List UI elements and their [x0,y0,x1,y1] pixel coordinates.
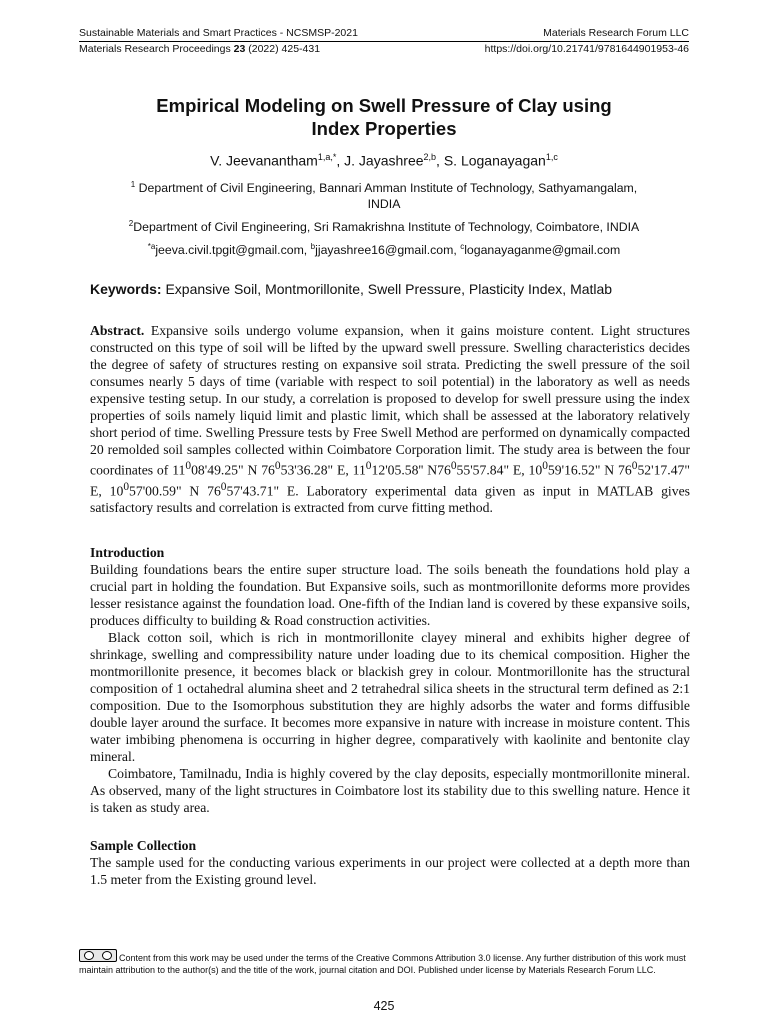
paragraph: Building foundations bears the entire super structure load. The soils beneath the foundations hold play a crucial part in holding the foundation. But Expansive soils, such as montmorillonite deforms more provides lesser resistance against the foundation load. One-fifth of the Indian land is covered by these expansive soils, produces difficulty to building & Road construction activities. [90,562,690,628]
keywords-label: Keywords: [90,281,162,297]
keywords [90,280,689,298]
paragraph: Black cotton soil, which is rich in montmorillonite clayey mineral and exhibits higher degree of shrinkage, swelling and compressibility nature under loading due to its chemical composition. Higher the montmorillonite presence, it becomes black or blackish grey in colour. Montmorillonite has the structural composition of 1 octahedral alumina sheet and 2 tetrahedral silica sheets in the structural term defined as 2:1 composition. Due to the Isomorphous substitution they are highly adsorbs the water and forms diffusible double layer around the surface. It becomes more expansive in nature with increase in moisture content. This water imbibing phenomena is occurring in higher degree, comparatively with kaolinite and bentonite clay mineral. [90,630,690,764]
paragraph: The sample used for the conducting various experiments in our project were collected at a depth more than 1.5 meter from the Existing ground level. [90,855,690,887]
header-rule [79,41,689,42]
author-list: V. Jeevanantham$^{1,a,*}$, J. Jayashree$^{2,b}$, S. Loganayagan$^{1,c}$ [210,152,558,169]
author: J. Jayashree [344,152,424,169]
email-list: $^{*a}$jeeva.civil.tpgit@gmail.com, $^b$jjayashree16@gmail.com, $^c$loganayaganme@gmail.com [147,242,621,258]
affiliation-1: $^1$ Department of Civil Engineering, Bannari Amman Institute of Technology, Sathyamangalam, INDIA [130,180,638,212]
sample-collection-heading: Sample Collection [90,838,197,853]
affiliation-2: $^2$Department of Civil Engineering, Sri Ramakrishna Institute of Technology, Coimbatore, INDIA [128,219,640,235]
introduction-section [90,544,690,816]
publisher-name: Materials Research Forum LLC [543,27,689,39]
keywords-text: Expansive Soil, Montmorillonite, Swell Pressure, Plasticity Index, Matlab [161,281,613,297]
abstract: Abstract. Expansive soils undergo volume expansion, when it gains moisture content. Light structures constructed on this type of soil will be lifted by the upward swell pressure. Swelling characteristics decides the degree of safety of structures resting on expansive soil strata. Predicting the swell pressure of the soil consumes nearly 5 days of time (variable with respect to soil potential) in the laboratory as well as needs expensive testing setup. In our study, a correlation is proposed to develop for swell pressure using the index properties of soils namely liquid limit and plastic limit, which shall be assessed at the laboratory relatively short period of time. Swelling Pressure tests by Free Swell Method are performed on dynamically compacted 20 remolded soil samples collected within Coimbatore Corporation limit. The study area is between the four coordinates of $11^008'49.25$" N $76^053'36.28$" E, $11^012'05.58''$ $N76^055'57.84$" E, $10^059'16.52$" N $76^052'17.47$" E, $10^057'00.59$" N $76^057'43.71$" E. Laboratory experimental data given as input in MATLAB gives satisfactory results and correlation is extracted from curve fitting method. [90,323,690,516]
conference-name: Sustainable Materials and Smart Practices - NCSMSP-2021 [79,27,358,39]
sample-collection-section [90,837,690,888]
author: S. Loganayagan [443,152,546,169]
abstract-label: Abstract. [90,323,145,338]
creative-commons-icon [79,949,117,962]
doi-link[interactable]: https://doi.org/10.21741/9781644901953-46 [484,43,689,55]
page-number: 425 [373,999,395,1013]
proceedings-citation: Materials Research Proceedings 23 (2022) 425-431 [79,43,321,55]
license-notice: Content from this work may be used under the terms of the Creative Commons Attribution 3.0 license. Any further distribution of this work must maintain attribution to the author(s) and the title of the work, journal citation and DOI. Published under license by Materials Research Forum LLC. [79,949,689,976]
paper-title: Empirical Modeling on Swell Pressure of Clay using Index Properties [156,95,612,139]
paragraph: Coimbatore, Tamilnadu, India is highly covered by the clay deposits, especially montmorillonite mineral. As observed, many of the light structures in Coimbatore lost its stability due to this swelling nature. Hence it is taken as study area. [90,766,690,815]
introduction-heading: Introduction [90,545,165,560]
author: V. Jeevanantham [210,152,318,169]
